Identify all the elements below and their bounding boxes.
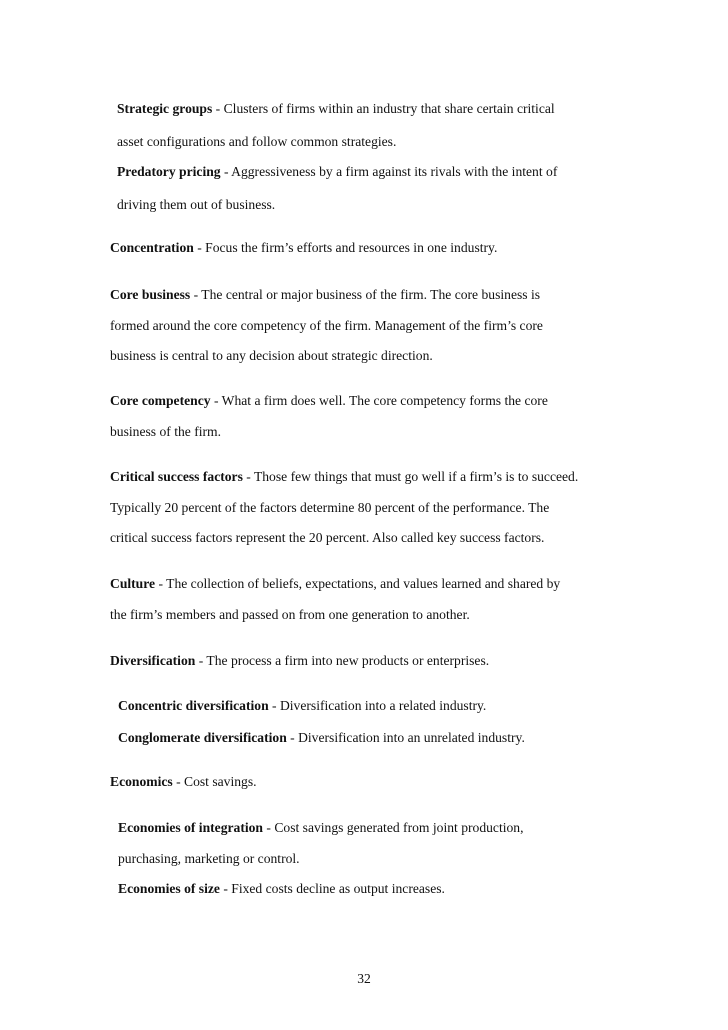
entry-term: Economies of size: [118, 881, 220, 896]
glossary-entry-core-business: [110, 287, 540, 303]
entry-definition: - The collection of beliefs, expectations, and values learned and shared by: [155, 576, 561, 591]
entry-term: Strategic groups: [117, 101, 213, 116]
entry-term: Core competency: [110, 393, 211, 408]
glossary-entry-diversification: [110, 653, 489, 669]
glossary-entry-concentric-diversification: [118, 698, 486, 714]
entry-term: Predatory pricing: [117, 164, 221, 179]
entry-definition-continued: business is central to any decision about strategic direction.: [110, 348, 433, 363]
page-number: 32: [357, 971, 371, 986]
entry-definition-continued: business of the firm.: [110, 424, 222, 439]
entry-definition-continued: Typically 20 percent of the factors determine 80 percent of the performance. The: [110, 500, 550, 515]
glossary-entry-critical-success-factors: [110, 469, 578, 485]
entry-definition: - Fixed costs decline as output increases.: [219, 881, 445, 896]
entry-definition: - Diversification into an unrelated industry.: [286, 730, 525, 745]
entry-definition: - Cost savings generated from joint production,: [263, 820, 524, 835]
glossary-entry-economics: [110, 774, 257, 790]
entry-definition: - Clusters of firms within an industry that share certain critical: [212, 101, 555, 116]
entry-term: Core business: [110, 287, 191, 302]
glossary-entry-culture: [110, 576, 560, 592]
entry-definition-continued: driving them out of business.: [117, 197, 276, 212]
entry-term: Diversification: [110, 653, 196, 668]
entry-definition: - Cost savings.: [172, 774, 257, 789]
entry-definition-continued: the firm’s members and passed on from one generation to another.: [110, 607, 470, 622]
glossary-entry-predatory-pricing: [117, 164, 557, 180]
entry-definition: - Aggressiveness by a firm against its rivals with the intent of: [220, 164, 558, 179]
glossary-entry-strategic-groups: [117, 101, 555, 117]
glossary-entry-concentration: [110, 240, 497, 256]
entry-term: Concentration: [110, 240, 194, 255]
glossary-entry-economies-of-size: [118, 881, 445, 897]
glossary-entry-conglomerate-diversification: [118, 730, 525, 746]
entry-term: Conglomerate diversification: [118, 730, 287, 745]
entry-term: Culture: [110, 576, 156, 591]
entry-definition: - The central or major business of the firm. The core business is: [190, 287, 541, 302]
entry-definition-continued: asset configurations and follow common strategies.: [117, 134, 397, 149]
entry-definition-continued: critical success factors represent the 20 percent. Also called key success factors.: [110, 530, 545, 545]
entry-definition: - Those few things that must go well if a firm’s is to succeed.: [242, 469, 579, 484]
entry-term: Economies of integration: [118, 820, 263, 835]
entry-definition: - Focus the firm’s efforts and resources in one industry.: [193, 240, 498, 255]
entry-definition-continued: purchasing, marketing or control.: [118, 851, 300, 866]
entry-definition: - Diversification into a related industry.: [268, 698, 487, 713]
entry-definition: - What a firm does well. The core competency forms the core: [210, 393, 548, 408]
glossary-entry-economies-of-integration: [118, 820, 524, 836]
entry-definition: - The process a firm into new products or enterprises.: [195, 653, 490, 668]
glossary-entry-core-competency: [110, 393, 548, 409]
entry-term: Critical success factors: [110, 469, 243, 484]
entry-term: Concentric diversification: [118, 698, 269, 713]
entry-term: Economics: [110, 774, 173, 789]
entry-definition-continued: formed around the core competency of the firm. Management of the firm’s core: [110, 318, 543, 333]
